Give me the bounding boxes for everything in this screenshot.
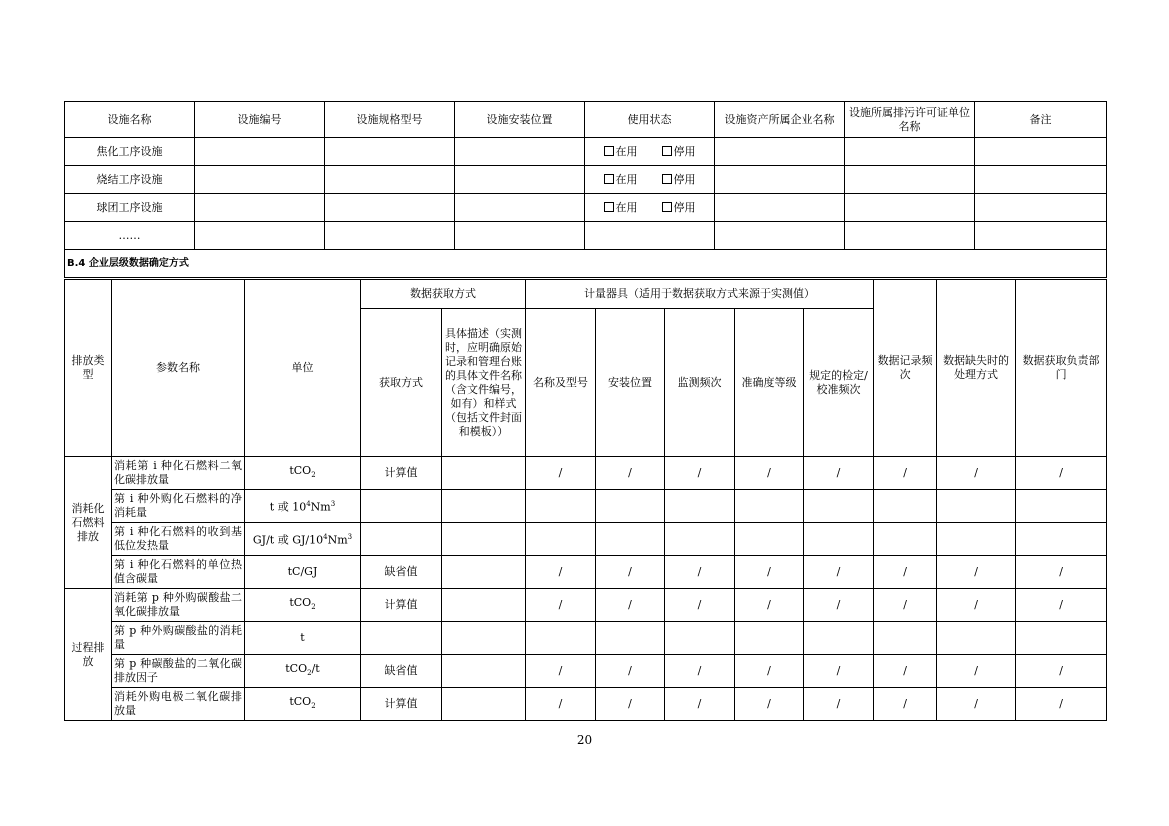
cell — [325, 194, 455, 222]
emission-type: 过程排放 — [65, 589, 112, 721]
header-usage-status: 使用状态 — [585, 102, 715, 138]
slash-cell — [937, 490, 1016, 523]
acquisition-description — [442, 655, 526, 688]
header-record-frequency: 数据记录频次 — [874, 280, 937, 457]
slash-cell: / — [596, 655, 665, 688]
status-in-use[interactable] — [604, 201, 638, 215]
table-row — [65, 622, 1107, 655]
slash-cell: / — [874, 556, 937, 589]
unit — [245, 523, 361, 556]
header-responsible-dept: 数据获取负责部门 — [1016, 280, 1107, 457]
table-row — [65, 490, 1107, 523]
cell — [975, 166, 1107, 194]
slash-cell: / — [874, 688, 937, 721]
unit-superscript: 4 — [306, 500, 311, 509]
table-row — [65, 556, 1107, 589]
unit-main: t 或 10 — [269, 500, 307, 514]
cell — [845, 222, 975, 250]
acquisition-method: 计算值 — [361, 589, 442, 622]
header-facility-id: 设施编号 — [195, 102, 325, 138]
header-acquisition-group: 数据获取方式 — [361, 280, 526, 309]
header-meter-frequency: 监测频次 — [665, 309, 735, 457]
status-stopped[interactable] — [662, 173, 696, 187]
cell — [455, 222, 585, 250]
slash-cell: / — [1016, 655, 1107, 688]
slash-cell: / — [526, 589, 596, 622]
status-stopped-label: 停用 — [673, 200, 696, 214]
slash-cell — [735, 622, 804, 655]
cell — [845, 166, 975, 194]
unit-subscript: 2 — [307, 669, 312, 678]
acquisition-description — [442, 622, 526, 655]
slash-cell: / — [526, 457, 596, 490]
slash-cell — [937, 622, 1016, 655]
slash-cell — [735, 490, 804, 523]
slash-cell: / — [804, 655, 874, 688]
acquisition-method: 计算值 — [361, 688, 442, 721]
unit-superscript: 4 — [323, 533, 328, 542]
slash-cell: / — [665, 589, 735, 622]
section-title: B.4 企业层级数据确定方式 — [65, 250, 1107, 278]
unit-subscript: 2 — [311, 603, 316, 612]
cell — [325, 222, 455, 250]
unit-tail: /t — [311, 661, 320, 675]
status-stopped[interactable] — [662, 201, 696, 215]
header-meter-calibration: 规定的检定/校准频次 — [804, 309, 874, 457]
slash-cell: / — [804, 556, 874, 589]
param-name: 第 i 种化石燃料的单位热值含碳量 — [112, 556, 245, 589]
acquisition-description — [442, 457, 526, 490]
header-meter-model: 名称及型号 — [526, 309, 596, 457]
param-name: 第 p 种外购碳酸盐的消耗量 — [112, 622, 245, 655]
acquisition-description — [442, 556, 526, 589]
unit-main: tCO — [289, 463, 312, 477]
slash-cell: / — [526, 655, 596, 688]
table-row — [65, 589, 1107, 622]
param-name: 消耗第 i 种化石燃料二氧化碳排放量 — [112, 457, 245, 490]
unit — [245, 688, 361, 721]
slash-cell — [526, 523, 596, 556]
cell — [455, 166, 585, 194]
cell — [975, 222, 1107, 250]
acquisition-method — [361, 622, 442, 655]
cell — [325, 138, 455, 166]
cell — [715, 138, 845, 166]
unit-subscript: 2 — [311, 471, 316, 480]
cell — [195, 222, 325, 250]
usage-status — [585, 138, 715, 166]
usage-status — [585, 166, 715, 194]
slash-cell: / — [665, 655, 735, 688]
status-stopped-label: 停用 — [673, 144, 696, 158]
status-in-use-label: 在用 — [615, 172, 638, 186]
table-row — [65, 138, 1107, 166]
header-unit: 单位 — [245, 280, 361, 457]
header-facility-name: 设施名称 — [65, 102, 195, 138]
slash-cell — [526, 490, 596, 523]
cell — [585, 222, 715, 250]
slash-cell: / — [937, 589, 1016, 622]
status-in-use-label: 在用 — [615, 200, 638, 214]
slash-cell — [937, 523, 1016, 556]
slash-cell: / — [804, 688, 874, 721]
slash-cell: / — [526, 556, 596, 589]
slash-cell — [874, 490, 937, 523]
slash-cell: / — [804, 589, 874, 622]
slash-cell: / — [804, 457, 874, 490]
page-number: 20 — [576, 733, 593, 747]
unit-tail: Nm — [327, 533, 348, 547]
acquisition-method: 缺省值 — [361, 655, 442, 688]
unit-main: tC/GJ — [287, 565, 318, 578]
cell — [845, 194, 975, 222]
slash-cell — [874, 523, 937, 556]
table-row — [65, 457, 1107, 490]
slash-cell: / — [874, 457, 937, 490]
slash-cell: / — [874, 655, 937, 688]
cell — [975, 194, 1107, 222]
slash-cell — [596, 523, 665, 556]
slash-cell: / — [937, 688, 1016, 721]
table-row — [65, 523, 1107, 556]
acquisition-method — [361, 523, 442, 556]
usage-status — [585, 194, 715, 222]
status-in-use[interactable] — [604, 145, 638, 159]
slash-cell — [665, 622, 735, 655]
slash-cell — [874, 622, 937, 655]
status-in-use-label: 在用 — [615, 144, 638, 158]
slash-cell: / — [937, 556, 1016, 589]
header-meter-location: 安装位置 — [596, 309, 665, 457]
param-name: 第 i 种化石燃料的收到基低位发热量 — [112, 523, 245, 556]
checkbox-icon[interactable] — [604, 202, 614, 212]
slash-cell: / — [596, 457, 665, 490]
table-row — [65, 194, 1107, 222]
unit-main: tCO — [285, 661, 308, 675]
slash-cell: / — [735, 556, 804, 589]
header-acquisition-description: 具体描述（实测时，应明确原始记录和管理台账的具体文件名称（含文件编号，如有）和样式（包括文件封面和模板）） — [442, 309, 526, 457]
status-stopped-label: 停用 — [673, 172, 696, 186]
cell — [195, 138, 325, 166]
header-emission-type: 排放类型 — [65, 280, 112, 457]
cell — [975, 138, 1107, 166]
checkbox-icon[interactable] — [662, 202, 672, 212]
emission-type: 消耗化石燃料排放 — [65, 457, 112, 589]
unit — [245, 622, 361, 655]
slash-cell: / — [735, 655, 804, 688]
acquisition-method: 计算值 — [361, 457, 442, 490]
header-remarks: 备注 — [975, 102, 1107, 138]
checkbox-icon[interactable] — [662, 146, 672, 156]
unit — [245, 457, 361, 490]
acquisition-description — [442, 523, 526, 556]
unit — [245, 589, 361, 622]
checkbox-icon[interactable] — [662, 174, 672, 184]
header-row-1 — [65, 280, 1107, 309]
slash-cell: / — [1016, 688, 1107, 721]
data-method-table — [64, 279, 1107, 721]
acquisition-description — [442, 688, 526, 721]
unit-tail: Nm — [310, 500, 331, 514]
slash-cell: / — [874, 589, 937, 622]
header-facility-model: 设施规格型号 — [325, 102, 455, 138]
slash-cell — [596, 490, 665, 523]
cell — [455, 194, 585, 222]
slash-cell: / — [735, 688, 804, 721]
cell — [715, 194, 845, 222]
unit — [245, 655, 361, 688]
cell — [195, 194, 325, 222]
table-row — [65, 655, 1107, 688]
unit-main: GJ/t 或 GJ/10 — [252, 533, 324, 547]
checkbox-icon[interactable] — [604, 174, 614, 184]
slash-cell — [665, 523, 735, 556]
cell — [715, 222, 845, 250]
table-row — [65, 222, 1107, 250]
slash-cell: / — [596, 556, 665, 589]
param-name: 消耗第 p 种外购碳酸盐二氧化碳排放量 — [112, 589, 245, 622]
slash-cell — [596, 622, 665, 655]
header-param-name: 参数名称 — [112, 280, 245, 457]
acquisition-description — [442, 589, 526, 622]
facility-table-header — [65, 102, 1107, 138]
slash-cell — [804, 523, 874, 556]
slash-cell: / — [937, 457, 1016, 490]
slash-cell: / — [596, 589, 665, 622]
facility-table — [64, 101, 1107, 278]
cell — [715, 166, 845, 194]
unit-main: tCO — [289, 595, 312, 609]
unit-main: t — [300, 631, 305, 644]
acquisition-method: 缺省值 — [361, 556, 442, 589]
status-stopped[interactable] — [662, 145, 696, 159]
acquisition-method — [361, 490, 442, 523]
facility-name: …… — [65, 222, 195, 250]
section-row — [65, 250, 1107, 278]
slash-cell: / — [735, 457, 804, 490]
slash-cell: / — [735, 589, 804, 622]
slash-cell — [1016, 490, 1107, 523]
header-meter-accuracy: 准确度等级 — [735, 309, 804, 457]
unit-subscript: 2 — [311, 702, 316, 711]
cell — [195, 166, 325, 194]
facility-name: 烧结工序设施 — [65, 166, 195, 194]
slash-cell — [804, 622, 874, 655]
slash-cell: / — [665, 556, 735, 589]
slash-cell — [665, 490, 735, 523]
cell — [325, 166, 455, 194]
header-asset-owner: 设施资产所属企业名称 — [715, 102, 845, 138]
param-name: 消耗外购电极二氧化碳排放量 — [112, 688, 245, 721]
slash-cell: / — [665, 457, 735, 490]
slash-cell: / — [596, 688, 665, 721]
table-row — [65, 166, 1107, 194]
slash-cell — [804, 490, 874, 523]
acquisition-description — [442, 490, 526, 523]
header-missing-handling: 数据缺失时的处理方式 — [937, 280, 1016, 457]
header-meter-group: 计量器具（适用于数据获取方式来源于实测值） — [526, 280, 874, 309]
slash-cell: / — [1016, 589, 1107, 622]
slash-cell — [526, 622, 596, 655]
unit — [245, 556, 361, 589]
slash-cell: / — [1016, 556, 1107, 589]
slash-cell — [1016, 622, 1107, 655]
facility-name: 球团工序设施 — [65, 194, 195, 222]
slash-cell: / — [937, 655, 1016, 688]
table-row — [65, 688, 1107, 721]
header-permit-unit: 设施所属排污许可证单位名称 — [845, 102, 975, 138]
checkbox-icon[interactable] — [604, 146, 614, 156]
unit-superscript: 3 — [330, 500, 336, 509]
slash-cell — [735, 523, 804, 556]
param-name: 第 i 种外购化石燃料的净消耗量 — [112, 490, 245, 523]
header-acquisition-method: 获取方式 — [361, 309, 442, 457]
facility-name: 焦化工序设施 — [65, 138, 195, 166]
param-name: 第 p 种碳酸盐的二氧化碳排放因子 — [112, 655, 245, 688]
slash-cell: / — [526, 688, 596, 721]
cell — [455, 138, 585, 166]
unit-superscript: 3 — [347, 533, 353, 542]
slash-cell: / — [1016, 457, 1107, 490]
unit-main: tCO — [289, 694, 312, 708]
unit — [245, 490, 361, 523]
slash-cell — [1016, 523, 1107, 556]
data-method-body — [65, 457, 1107, 721]
cell — [845, 138, 975, 166]
slash-cell: / — [665, 688, 735, 721]
status-in-use[interactable] — [604, 173, 638, 187]
header-facility-location: 设施安装位置 — [455, 102, 585, 138]
